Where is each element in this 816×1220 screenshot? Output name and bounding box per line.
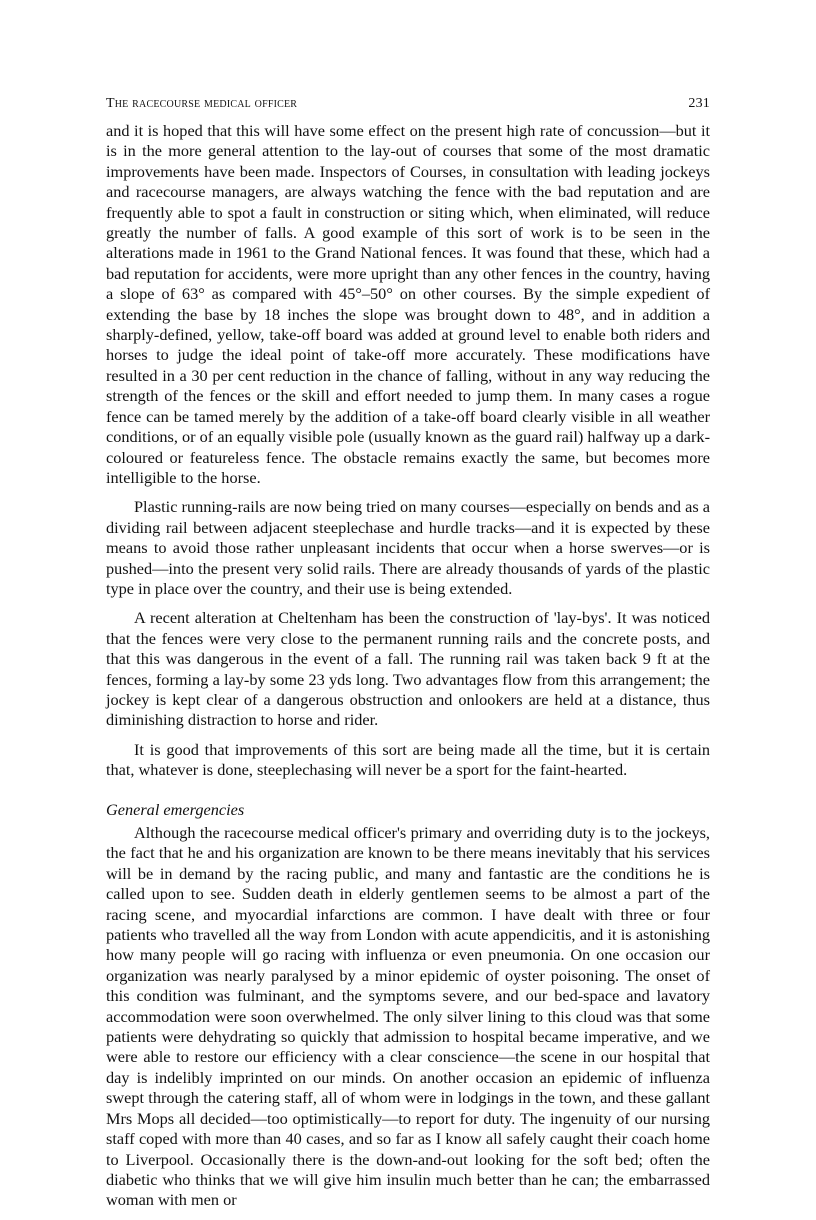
paragraph-general-emergencies: Although the racecourse medical officer's primary and overriding duty is to the jockeys, the fact that he and his organization are known to be there means inevitably that his services will be in demand by the racing public, and many and fantastic are the conditions he is called upon to see. Sudden death in elderly gentlemen seems to be almost a part of the racing scene, and myocardial infarctions are common. I have dealt with three or four patients who travelled all the way from London with acute appendicitis, and it is astonishing how many people will go racing with influenza or even pneumonia. On one occasion our organization was nearly paralysed by a minor epidemic of oyster poisoning. The onset of this condition was fulminant, and the symptoms severe, and our bed-space and lavatory accommodation were soon overwhelmed. The only silver lining to this cloud was that some patients were dehydrating so quickly that admission to hospital became imperative, and we were able to restore our efficiency with a clear conscience—the scene in our hospital that day is indelibly imprinted on our minds. On another occasion an epidemic of influenza swept through the catering staff, all of whom were in lodgings in the town, and these gallant Mrs Mops all decided—too optimistically—to report for duty. The ingenuity of our nursing staff coped with more than 40 cases, and so far as I know all safely caught their coach home to Liverpool. Occasionally there is the down-and-out looking for the soft bed; often the diabetic who thinks that we will give him insulin much better than he can; the embarrassed woman with men or (106, 823, 710, 1210)
running-head-title: The racecourse medical officer (106, 96, 298, 111)
page-number: 231 (688, 96, 710, 111)
section-heading-general-emergencies: General emergencies (106, 799, 245, 819)
paragraph-plastic-rails: Plastic running-rails are now being tried on many courses—especially on bends and as a dividing rail between adjacent steeplechase and hurdle tracks—and it is expected by these means to avoid those rather unpleasant incidents that occur when a horse swerves—or is pushed—into the present very solid rails. There are already thousands of yards of the plastic type in place over the country, and their use is being extended. (106, 497, 710, 598)
paragraph-fence-improvements: and it is hoped that this will have some effect on the present high rate of concussion—but it is in the more general attention to the lay-out of courses that some of the most dramatic improvements have been made. Inspectors of Courses, in consultation with leading jockeys and racecourse managers, are always watching the fence with the bad reputation and are frequently able to spot a fault in construction or siting which, when eliminated, will reduce greatly the number of falls. A good example of this sort of work is to be seen in the alterations made in 1961 to the Grand National fences. It was found that these, which had a bad reputation for accidents, were more upright than any other fences in the country, having a slope of 63° as compared with 45°–50° on other courses. By the simple expedient of extending the base by 18 inches the slope was brought down to 48°, and in addition a sharply-defined, yellow, take-off board was added at ground level to enable both riders and horses to judge the ideal point of take-off more accurately. These modifications have resulted in a 30 per cent reduction in the chance of falling, without in any way reducing the strength of the fences or the skill and effort needed to jump them. In many cases a rogue fence can be tamed merely by the addition of a take-off board clearly visible in all weather conditions, or of an equally visible pole (usually known as the guard rail) halfway up a dark-coloured or featureless fence. The obstacle remains exactly the same, but becomes more intelligible to the horse. (106, 121, 710, 487)
paragraph-cheltenham-lay-bys: A recent alteration at Cheltenham has been the construction of 'lay-bys'. It was noticed that the fences were very close to the permanent running rails and the concrete posts, and that this was dangerous in the event of a fall. The running rail was taken back 9 ft at the fences, forming a lay-by some 23 yds long. Two advantages flow from this arrangement; the jockey is kept clear of a dangerous obstruction and onlookers are held at a distance, thus diminishing distraction to horse and rider. (106, 608, 710, 730)
running-head (106, 96, 710, 112)
paragraph-improvements-summary: It is good that improvements of this sort are being made all the time, but it is certain that, whatever is done, steeplechasing will never be a sport for the faint-hearted. (106, 739, 710, 780)
body-text (106, 121, 710, 1220)
